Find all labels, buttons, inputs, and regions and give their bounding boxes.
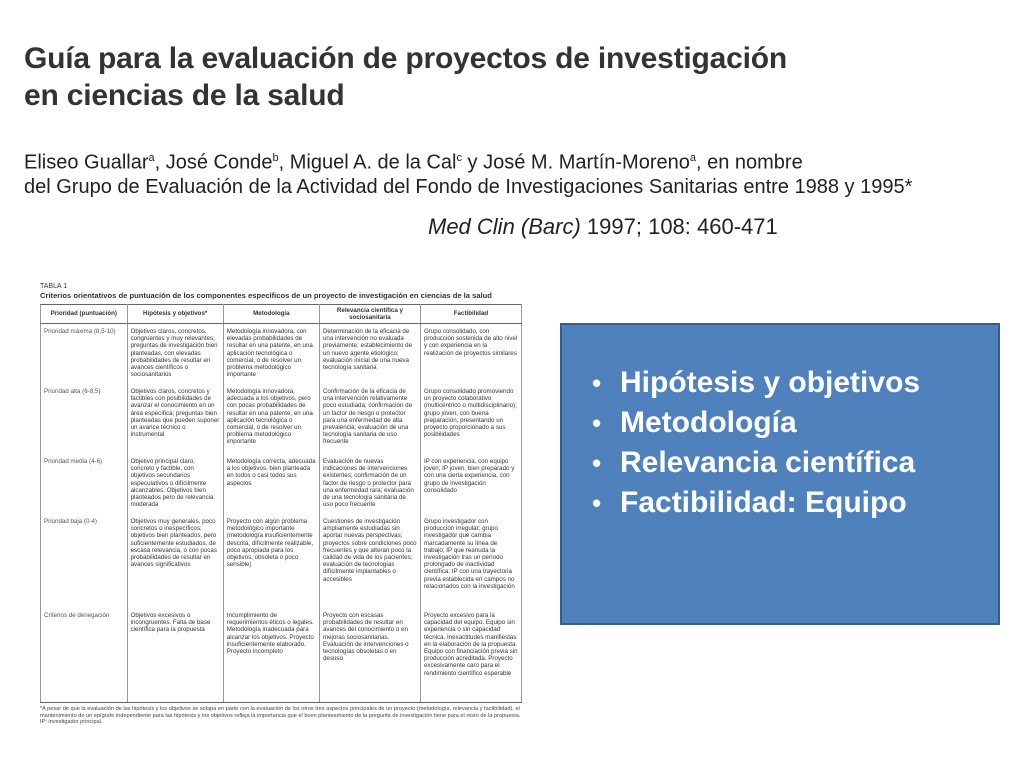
criteria-table-figure [40, 283, 522, 753]
table-cell: Metodología correcta, adecuada a los objetivos, bien planteada en todos o casi todos sus aspectos [223, 454, 319, 514]
bullet-text: Factibilidad: Equipo [620, 486, 907, 519]
table-cell: Determinación de la eficacia de una intervención no evaluada previamente; establecimiento de un nuevo agente etiológico; evaluación inicial de una nueva tecnología sanitaria [319, 324, 420, 385]
table-cell: Prioridad alta (6-8,5) [41, 384, 128, 454]
title-line-2: en ciencias de la salud [24, 79, 345, 112]
table-cell: Objetivos claros, concretos, congruentes y muy relevantes; preguntas de investigación bien planteadas, con elevadas probabilidades de resultar en avances científicos o sociosanitarios [127, 324, 223, 385]
author-name: y José M. Martín-Moreno [462, 151, 690, 174]
table-cell: Objetivos claros, concretos y factibles con posibilidades de avanzar el conocimiento en un área específica; preguntas bien planteadas que pueden suponer un avance técnico o instrumental [127, 384, 223, 454]
authors-tail: , en nombre [695, 151, 803, 174]
author-affiliation: b [272, 152, 279, 164]
title-line-1: Guía para la evaluación de proyectos de investigación [24, 42, 787, 75]
table-cell: Grupo consolidado promoviendo un proyecto colaborativo (multicéntrico o multidisciplinario); grupo joven, con buena preparación, presentando un proyecto proporcionado a sus posibilidades [420, 384, 521, 454]
table-footnote: *A pesar de que la evaluación de las hipótesis y los objetivos se solapa en parte con la evaluación de los otros tres aspectos principales de un proyecto (metodología, relevancia y factibilidad), el mantenimiento de un epígrafe independiente para las hipótesis y los objetivos refleja la importancia que el buen planteamiento de la pregunta de investigación tiene para el resto de la propuesta. IP: investigador principal. [40, 706, 521, 726]
table-cell: Metodología innovadora, con elevadas probabilidades de resultar en una patente, en una aplicación tecnológica o comercial, o de resolver un problema metodológico importante [223, 324, 319, 385]
author-name: , José Conde [154, 151, 273, 174]
table-header-row [41, 304, 522, 323]
journal-reference: 1997; 108: 460-471 [580, 214, 778, 239]
table-cell: Objetivo principal claro, concreto y factible, con objetivos secundarios especulativos o difícilmente alcanzables. Objetivos bien planteados pero de relevancia moderada [127, 454, 223, 514]
slide-title [24, 40, 787, 114]
column-header: Relevancia científica y sociosanitaria [319, 304, 420, 323]
table-cell: Confirmación de la eficacia de una intervención relativamente poco estudiada; confirmación de un factor de riesgo o protector para una enfermedad de alta prevalencia; evaluación de una tecnología sanitaria de uso frecuente [319, 384, 420, 454]
table-cell: IP con experiencia, con equipo joven; IP joven, bien preparado y con una cierta experiencia, con grupo de investigación consolidado [420, 454, 521, 514]
table-row [41, 608, 522, 703]
table-cell: Grupo investigador con producción irregular; grupo investigador que cambia marcadamente su línea de trabajo; IP que reanuda la investigación tras un período prolongado de inactividad científica; IP con una trayectoria previa establecida en campos no relacionados con la investigación [420, 514, 521, 608]
table-cell: Objetivos muy generales, poco concretos o inespecíficos; objetivos bien planteados, pero suficientemente estudiados, de escasa relevancia, o con pocas probabilidades de resultar en avances significativos [127, 514, 223, 608]
table-row [41, 324, 522, 385]
authors-line-1 [24, 146, 912, 175]
bullet-item [592, 403, 920, 443]
author-affiliation: c [456, 152, 462, 164]
bullet-item [592, 483, 920, 523]
table-cell: Prioridad máxima (8,5-10) [41, 324, 128, 385]
table-cell: Cuestiones de investigación ampliamente estudiadas sin aportar nuevas perspectivas; proyectos sobre condiciones poco frecuentes y que alteran poco la calidad de vida de los pacientes; evaluación de tecnologías difícilmente implantables o accesibles [319, 514, 420, 608]
criteria-table [40, 304, 522, 703]
bullet-list [592, 363, 920, 523]
citation [428, 214, 778, 240]
bullet-item [592, 443, 920, 483]
column-header: Metodología [223, 304, 319, 323]
author-name: Eliseo Guallar [24, 151, 149, 174]
column-header: Factibilidad [420, 304, 521, 323]
bullet-marker: • [592, 488, 602, 518]
bullet-marker: • [592, 448, 602, 478]
authors-line-2: del Grupo de Evaluación de la Actividad del Fondo de Investigaciones Sanitarias entre 1988 y 1995* [24, 175, 913, 198]
table-row [41, 384, 522, 454]
bullet-text: Metodología [620, 406, 797, 439]
table-row [41, 454, 522, 514]
table-cell: Evaluación de nuevas indicaciones de intervenciones existentes; confirmación de un factor de riesgo o protector para una enfermedad rara; evaluación de una tecnología sanitaria de uso poco frecuente [319, 454, 420, 514]
authors-block [24, 146, 912, 199]
table-cell: Proyecto con algún problema metodológico importante (metodología insuficientemente descrita, difícilmente realizable, poco apropiada para los objetivos, obsoleta o poco sensible) [223, 514, 319, 608]
bullet-marker: • [592, 368, 602, 398]
column-header: Prioridad (puntuación) [41, 304, 128, 323]
bullet-item [592, 363, 920, 403]
table-row [41, 514, 522, 608]
author-affiliation: a [689, 152, 696, 164]
table-cell: Metodología innovadora, adecuada a los objetivos, pero con pocas probabilidades de resultar en una patente, en una aplicación tecnológica o comercial, o de resolver un problema metodológico importante [223, 384, 319, 454]
bullet-text: Hipótesis y objetivos [620, 366, 921, 399]
author-name: , Miguel A. de la Cal [278, 151, 457, 174]
table-cell: Objetivos excesivos o incongruentes. Falta de base científica para la propuesta [127, 608, 223, 703]
table-cell: Proyecto con escasas probabilidades de resultar en avances del conocimiento o en mejoras sociosanitarias. Evaluación de intervenciones o tecnologías obsoletas o en desuso [319, 608, 420, 703]
author-affiliation: a [148, 152, 155, 164]
journal-name: Med Clin (Barc) [428, 214, 581, 239]
table-cell: Incumplimiento de requerimientos éticos o legales. Metodología inadecuada para alcanzar los objetivos. Proyecto insuficientemente elaborado. Proyecto incompleto [223, 608, 319, 703]
bullet-text: Relevancia científica [620, 446, 916, 479]
table-cell: Grupo consolidado, con producción sostenida de alto nivel y con experiencia en la realización de proyectos similares [420, 324, 521, 385]
table-cell: Proyecto excesivo para la capacidad del equipo. Equipo sin experiencia o sin capacidad técnica. Inexactitudes manifiestas en la elaboración de la propuesta. Equipo con financiación previa sin producción acreditada. Proyecto excesivamente caro para el rendimiento científico esperable [420, 608, 521, 703]
table-cell: Criterios de denegación [41, 608, 128, 703]
bullet-box [560, 323, 1000, 625]
table-cell: Prioridad baja (0-4) [41, 514, 128, 608]
table-caption: Criterios orientativos de puntuación de los componentes específicos de un proyecto de investigación en ciencias de la salud [40, 291, 492, 301]
column-header: Hipótesis y objetivos* [127, 304, 223, 323]
table-label: TABLA 1 [40, 283, 68, 290]
bullet-marker: • [592, 408, 602, 438]
table-cell: Prioridad media (4-6) [41, 454, 128, 514]
